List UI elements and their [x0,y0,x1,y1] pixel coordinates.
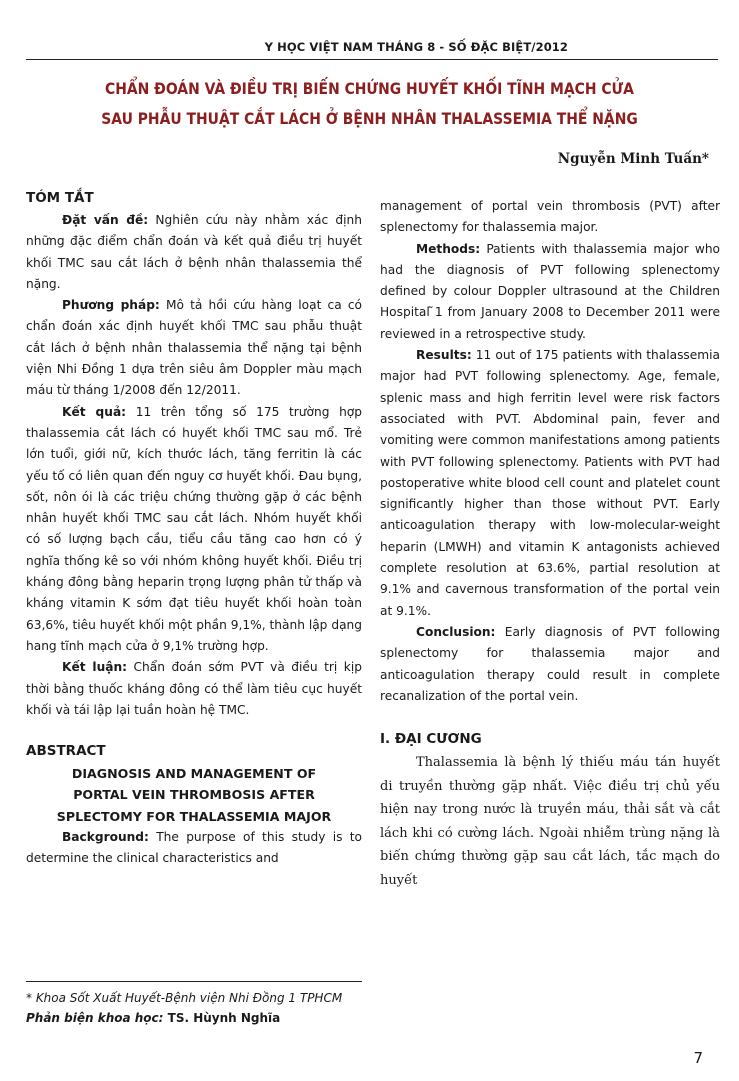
tomtat-heading: TÓM TẮT [26,190,94,206]
footnote-reviewer-label: Phản biện khoa học: [26,1011,164,1025]
tomtat-methods-paragraph [26,295,362,401]
tomtat-conclusion-label: Kết luận: [62,660,128,675]
page-number: 7 [693,1049,703,1067]
abstract-background-text-part1: The purpose of this study is to determine the clinical characteristics and [26,830,362,866]
abstract-methods-paragraph [380,239,720,345]
abstract-title-line-3: SPLECTOMY FOR THALASSEMIA MAJOR [56,808,332,824]
left-column [26,188,362,870]
tomtat-background-text: Nghiên cứu này nhằm xác định những đặc điểm chẩn đoán và kết quả điều trị huyết khối TMC sau cắt lách ở bệnh nhân thalassemia thể nặng. [26,213,362,291]
tomtat-conclusion-text: Chẩn đoán sớm PVT và điều trị kịp thời bằng thuốc kháng đông có thể làm tiêu cục huyết khối và tái lập lại tuần hoàn hệ TMC. [26,660,362,717]
abstract-conclusion-paragraph [380,622,720,707]
abstract-title-line-1: DIAGNOSIS AND MANAGEMENT OF [71,766,317,782]
footnote-affiliation: * Khoa Sốt Xuất Huyết-Bệnh viện Nhi Đồng 1 TPHCM [26,991,343,1005]
article-title [52,74,688,134]
journal-issue-title: Y HỌC VIỆT NAM THÁNG 8 - SỐ ĐẶC BIỆT/2012 [264,40,568,54]
abstract-conclusion-text: Early diagnosis of PVT following splenectomy for thalassemia major and anticoagulation therapy could result in complete recanalization of the portal vein. [380,624,720,703]
tomtat-methods-text: Mô tả hồi cứu hàng loạt ca có chẩn đoán xác định huyết khối TMC sau phẫu thuật cắt lách ở bệnh nhân thalassemia thể nặng tại bệnh viện Nhi Đồng 1 dựa trên siêu âm Doppler màu mạch máu từ tháng 1/2008 đến 12/2011. [26,298,363,398]
article-title-line-1: CHẨN ĐOÁN VÀ ĐIỀU TRỊ BIẾN CHỨNG HUYẾT KHỐI TĨNH MẠCH CỬA [105,79,634,98]
article-title-line-2: SAU PHẪU THUẬT CẮT LÁCH Ở BỆNH NHÂN THALASSEMIA THỂ NẶNG [101,109,638,128]
footnotes [26,988,486,1028]
footnote-reviewer-name: TS. Hùynh Nghĩa [163,1011,281,1025]
tomtat-results-label: Kết quả: [62,404,127,419]
abstract-results-paragraph [380,345,720,622]
tomtat-background-paragraph [26,210,362,295]
running-header [26,38,718,60]
tomtat-results-text: 11 trên tổng số 175 trường hợp thalassemia cắt lách có huyết khối TMC sau mổ. Trẻ lớn tuổi, giới nữ, kích thước lách, tăng ferritin là các yếu tố có liên quan đến nguy cơ huyết khối. Đau bụng, sốt, nôn ói là các triệu chứng thường gặp ở các bệnh nhân huyết khối TMC sau cắt lách. Nhóm huyết khối có số lượng bạch cầu, tiểu cầu tăng cao hơn có ý nghĩa thống kê so với nhóm không huyết khối. Điều trị kháng đông bằng heparin trọng lượng phân tử thấp và kháng vitamin K sớm đạt tiêu huyết khối hoàn toàn 63,6%, tiêu huyết khối một phần 9,1%, thành lập dạng hang tĩnh mạch cửa ở 9,1% trường hợp. [26,404,362,653]
dai-cuong-heading: I. ĐẠI CƯƠNG [380,731,482,748]
author-name: Nguyễn Minh Tuấn* [557,151,709,167]
abstract-background-label: Background: [62,830,149,845]
abstract-results-label: Results: [416,348,472,363]
abstract-background-paragraph-start [26,827,362,870]
abstract-title [26,763,362,827]
abstract-results-text: 11 out of 175 patients with thalassemia major had PVT following splenectomy. Age, female, splenic mass and high ferritin level were risk factors associated with PVT. Abdominal pain, fever and vomiting were common manifestations among patients with PVT following splenectomy. Patients with PVT had postoperative white blood cell count and platelet count significantly higher than those without PVT. Early anticoagulation therapy with low-molecular-weight heparin (LMWH) and vitamin K antagonists achieved complete resolution at 63.6%, partial resolution at 9.1% and cavernous transformation of the portal vein at 9.1%. [380,348,720,618]
footnote-reviewer [26,1008,486,1028]
abstract-title-line-2: PORTAL VEIN THROMBOSIS AFTER [73,787,315,803]
dai-cuong-paragraph: Thalassemia là bệnh lý thiếu máu tán huyết di truyền thường gặp nhất. Việc điều trị chủ yếu hiện nay trong nước là truyền máu, thải sắt và cắt lách khi có cường lách. Ngoài nhiễm trùng nặng là biến chứng thường gặp sau cắt lách, tắc mạch do huyết [380,755,720,888]
abstract-methods-text: Patients with thalassemia major who had the diagnosis of PVT following splenectomy defined by colour Doppler ultrasound at the Children Hospital ̃1 from January 2008 to December 2011 were reviewed in a retrospective study. [380,241,720,341]
abstract-methods-label: Methods: [416,241,481,256]
abstract-background-continued: management of portal vein thrombosis (PVT) after splenectomy for thalassemia major. [380,199,720,235]
tomtat-background-label: Đặt vấn đề: [62,213,149,227]
tomtat-results-paragraph [26,402,362,658]
footnote-divider [26,981,362,982]
abstract-conclusion-label: Conclusion: [416,624,496,639]
abstract-heading: ABSTRACT [26,743,106,760]
tomtat-methods-label: Phương pháp: [62,298,160,313]
tomtat-conclusion-paragraph [26,657,362,721]
right-column [380,196,720,892]
